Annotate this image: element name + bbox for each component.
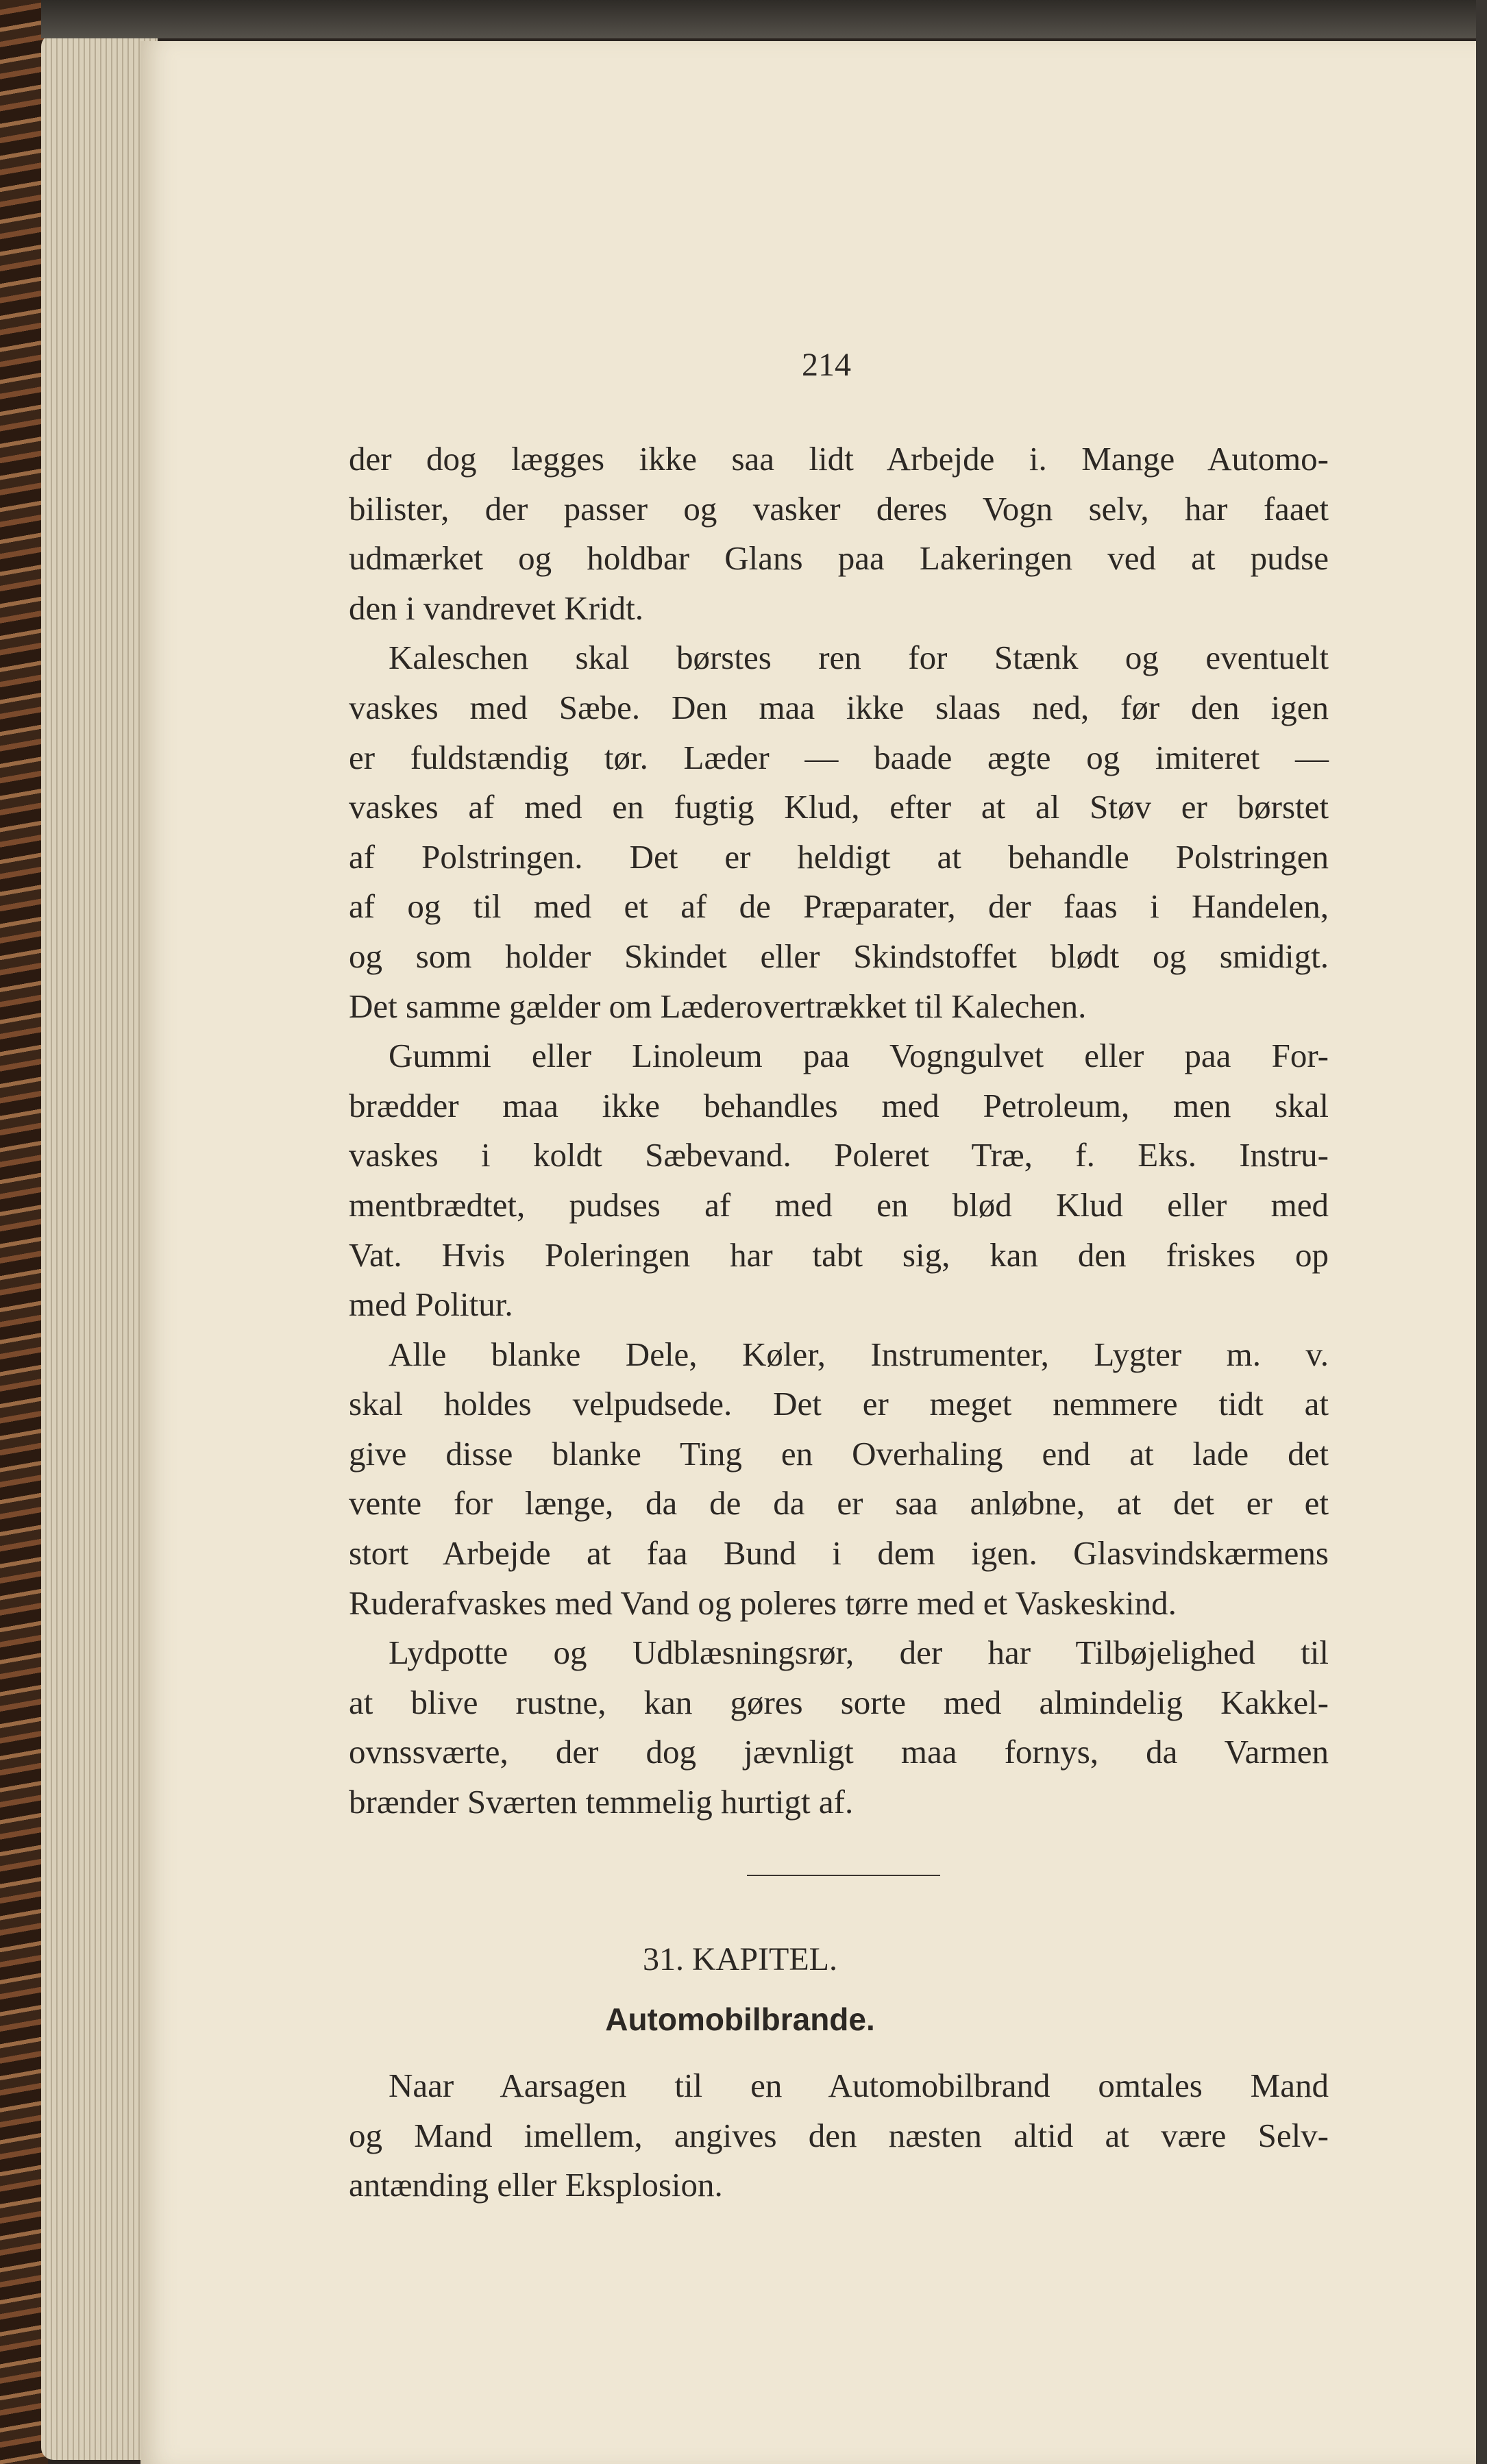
paragraph [349, 434, 1329, 633]
chapter-number: 31. KAPITEL. [643, 1941, 837, 1978]
paragraph [349, 1628, 1329, 1827]
text-line: der dog lægges ikke saa lidt Arbejde i. Mange Automo- [349, 440, 1329, 478]
text-line: bilister, der passer og vasker deres Vogn selv, har faaet [349, 489, 1329, 528]
text-line: Kaleschen skal børstes ren for Stænk og eventuelt [389, 639, 1329, 677]
text-line: Naar Aarsagen til en Automobilbrand omtales Mand [389, 2067, 1329, 2104]
chapter-body-text [349, 2061, 1329, 2210]
text-line: og som holder Skindet eller Skindstoffet blødt og smidigt. [349, 937, 1329, 975]
page-number: 214 [802, 347, 851, 383]
right-edge [1476, 0, 1487, 2464]
text-line: vaskes af med en fugtig Klud, efter at al Støv er børstet [349, 788, 1329, 826]
text-line: Det samme gælder om Læderovertrækket til Kalechen. [349, 987, 1087, 1025]
text-line: er fuldstændig tør. Læder — baade ægte og imiteret — [349, 738, 1329, 776]
paragraph [349, 1031, 1329, 1330]
section-divider [747, 1875, 940, 1876]
paragraph [349, 633, 1329, 1031]
text-line: mentbrædtet, pudses af med en blød Klud eller med [349, 1185, 1329, 1224]
text-line: den i vandrevet Kridt. [349, 589, 643, 627]
text-line: vente for længe, da de da er saa anløbne, at det er et [349, 1484, 1329, 1523]
text-line: give disse blanke Ting en Overhaling end at lade det [349, 1434, 1329, 1473]
paragraph [349, 2061, 1329, 2210]
text-line: vaskes med Sæbe. Den maa ikke slaas ned, før den igen [349, 688, 1329, 726]
text-line: Vat. Hvis Poleringen har tabt sig, kan den friskes op [349, 1235, 1329, 1274]
text-line: brædder maa ikke behandles med Petroleum, men skal [349, 1086, 1329, 1124]
text-line: vaskes i koldt Sæbevand. Poleret Træ, f. Eks. Instru- [349, 1136, 1329, 1174]
text-line: af og til med et af de Præparater, der faas i Handelen, [349, 887, 1329, 926]
text-line: Lydpotte og Udblæsningsrør, der har Tilbøjelighed til [389, 1634, 1329, 1672]
text-line: med Politur. [349, 1285, 513, 1324]
text-line: brænder Sværten temmelig hurtigt af. [349, 1783, 854, 1821]
paragraph [349, 1330, 1329, 1629]
text-line: ovnssværte, der dog jævnligt maa fornys, da Varmen [349, 1733, 1329, 1771]
text-line: Ruderafvaskes med Vand og poleres tørre med et Vaskeskind. [349, 1584, 1177, 1622]
text-line: Alle blanke Dele, Køler, Instrumenter, Lygter m. v. [389, 1335, 1329, 1373]
text-line: udmærket og holdbar Glans paa Lakeringen ved at pudse [349, 539, 1329, 578]
body-text [349, 434, 1329, 1827]
text-line: skal holdes velpudsede. Det er meget nemmere tidt at [349, 1385, 1329, 1423]
text-line: af Polstringen. Det er heldigt at behandle Polstringen [349, 837, 1329, 876]
top-shadow [41, 0, 1487, 38]
text-line: at blive rustne, kan gøres sorte med almindelig Kakkel- [349, 1683, 1329, 1721]
text-line: stort Arbejde at faa Bund i dem igen. Glasvindskærmens [349, 1534, 1329, 1573]
chapter-title: Automobilbrande. [605, 2001, 875, 2037]
text-line: antænding eller Eksplosion. [349, 2166, 723, 2204]
text-line: Gummi eller Linoleum paa Vogngulvet eller paa For- [389, 1037, 1329, 1075]
text-line: og Mand imellem, angives den næsten altid at være Selv- [349, 2116, 1329, 2154]
